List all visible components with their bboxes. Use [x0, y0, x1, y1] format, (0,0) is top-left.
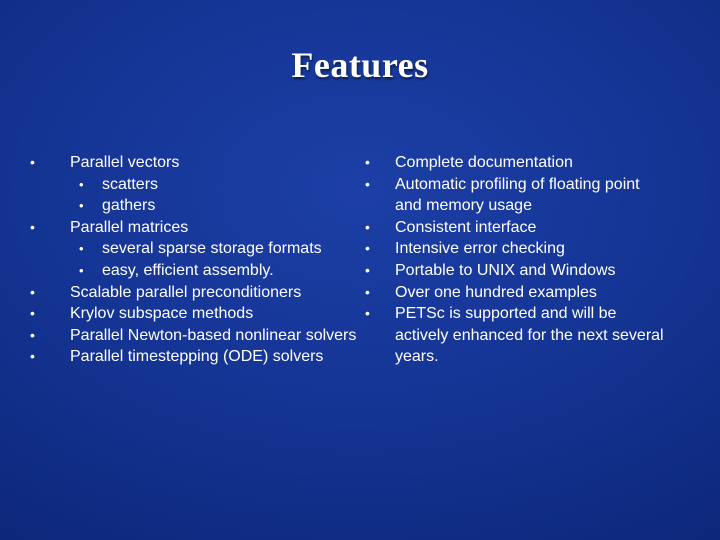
sub-list-item-label: several sparse storage formats: [102, 240, 322, 258]
list-item-label: Automatic profiling of floating point and memory usage: [395, 175, 640, 215]
bullet-icon: •: [79, 198, 84, 214]
bullet-icon: •: [365, 283, 370, 300]
bullet-icon: •: [79, 262, 84, 278]
sub-list-item: [70, 260, 360, 282]
list-item: [365, 152, 665, 174]
sub-list: [70, 174, 360, 217]
list-item: [30, 217, 360, 282]
sub-list-item: [70, 174, 360, 196]
list-item: [30, 303, 360, 325]
list-item-label: PETSc is supported and will be actively enhanced for the next several years.: [395, 305, 664, 366]
list-item-label: Parallel Newton-based nonlinear solvers: [70, 326, 357, 344]
list-item-label: Krylov subspace methods: [70, 305, 254, 323]
list-item: [365, 238, 665, 260]
list-item-label: Complete documentation: [395, 154, 573, 171]
list-item-label: Consistent interface: [395, 218, 537, 236]
list-item: [30, 325, 360, 347]
bullet-icon: •: [365, 240, 370, 257]
bullet-icon: •: [30, 154, 35, 170]
list-item-label: Parallel timestepping (ODE) solvers: [70, 348, 324, 366]
bullet-icon: •: [365, 154, 370, 170]
sub-list-item-label: gathers: [102, 197, 156, 215]
bullet-icon: •: [79, 176, 84, 192]
sub-list-item: [70, 195, 360, 217]
sub-list: [70, 238, 360, 281]
list-item-label: Intensive error checking: [395, 240, 565, 258]
sub-list-item-label: scatters: [102, 175, 159, 193]
left-feature-list: [30, 152, 360, 368]
list-item: [30, 152, 360, 217]
list-item: [365, 303, 665, 368]
list-item-label: Scalable parallel preconditioners: [70, 283, 302, 301]
slide-title: Features: [291, 45, 429, 85]
list-item-label: Parallel matrices: [70, 218, 189, 236]
bullet-icon: •: [30, 283, 35, 300]
bullet-icon: •: [365, 305, 370, 322]
right-feature-list: [365, 152, 665, 368]
bullet-icon: •: [30, 326, 35, 343]
list-item-label: Over one hundred examples: [395, 283, 597, 301]
list-item: [365, 174, 665, 217]
list-item: [365, 217, 665, 239]
list-item: [365, 260, 665, 282]
bullet-icon: •: [365, 175, 370, 192]
bullet-icon: •: [30, 348, 35, 365]
list-item: [365, 282, 665, 304]
bullet-icon: •: [30, 218, 35, 235]
list-item-label: Parallel vectors: [70, 154, 180, 171]
bullet-icon: •: [30, 305, 35, 322]
bullet-icon: •: [365, 261, 370, 278]
list-item: [30, 282, 360, 304]
list-item: [30, 346, 360, 368]
bullet-icon: •: [365, 218, 370, 235]
bullet-icon: •: [79, 241, 84, 257]
sub-list-item: [70, 238, 360, 260]
list-item-label: Portable to UNIX and Windows: [395, 261, 616, 279]
sub-list-item-label: easy, efficient assembly.: [102, 261, 274, 279]
